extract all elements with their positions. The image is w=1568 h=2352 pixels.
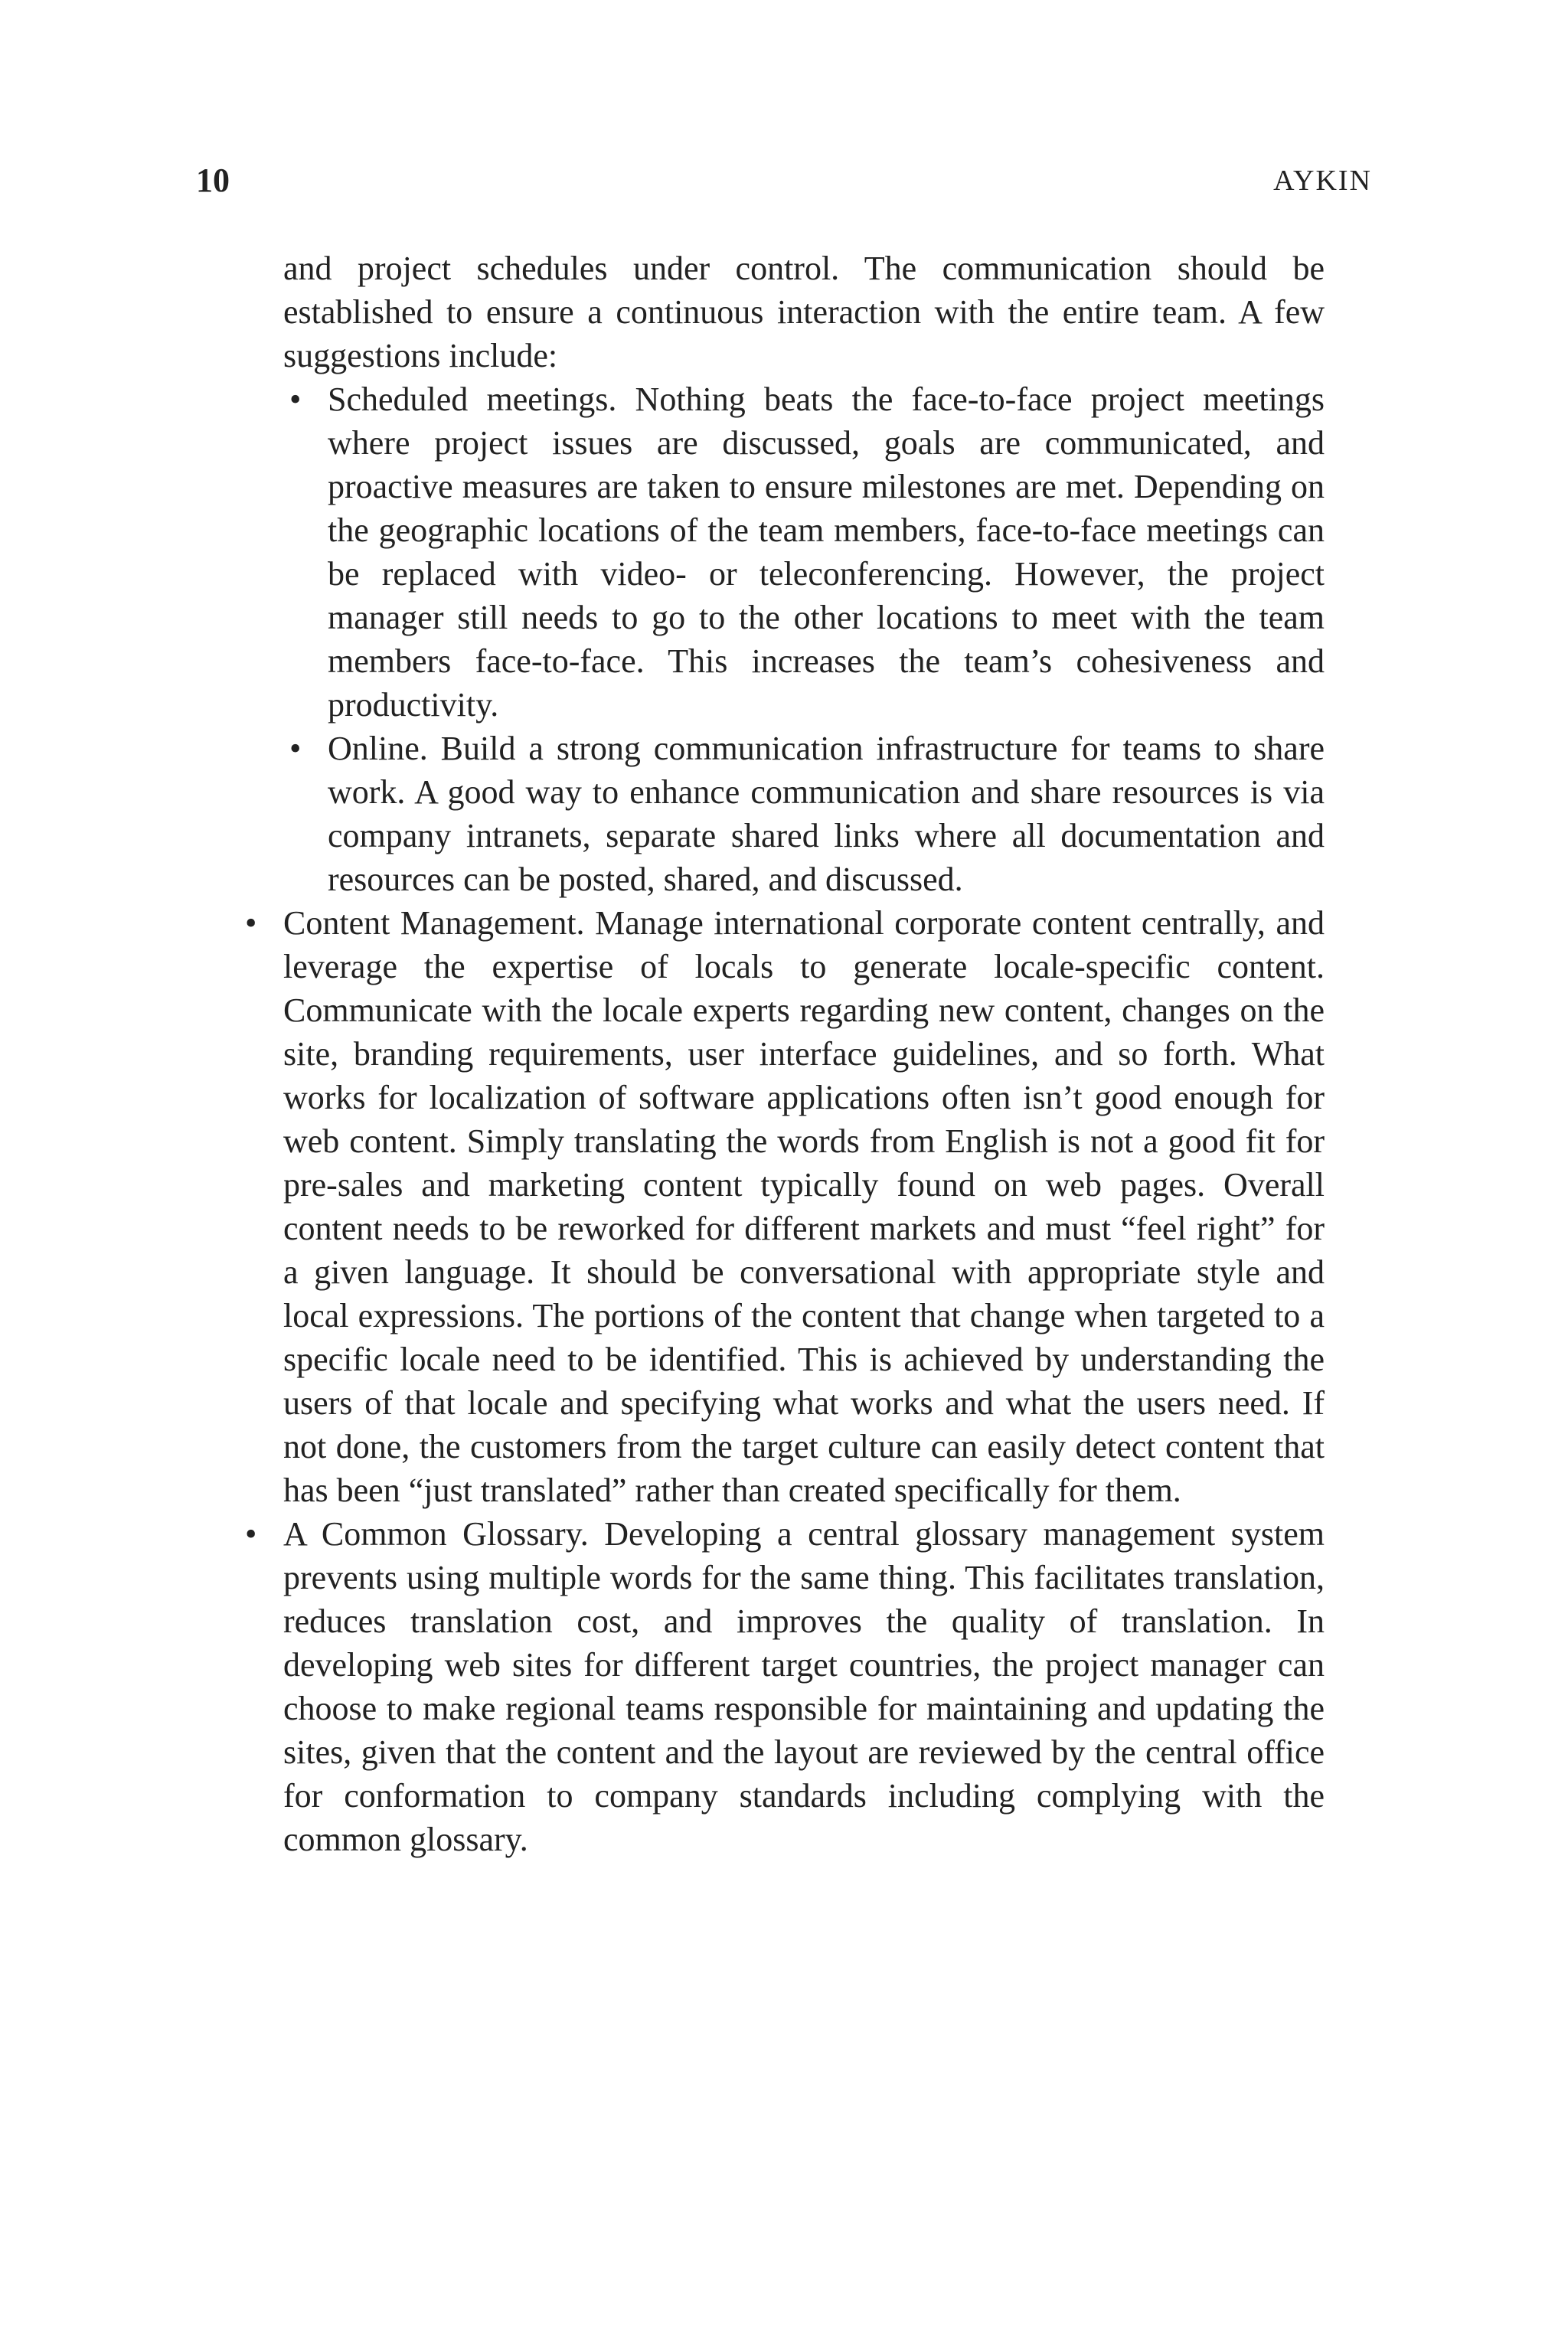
page-header (196, 161, 1372, 207)
intro-paragraph: and project schedules under control. The communication should be established to ensure a continuous interaction with the entire team. A few suggestions include: (283, 250, 1325, 374)
body-text (283, 247, 1325, 1861)
list-item-content-management: • Content Management. Manage international corporate content centrally, and leverage the expertise of locals to generate locale-specific content. Communicate with the locale experts regarding new content, changes on the site, branding requirements, user interface guidelines, and so forth. What works for localization of software applications often isn’t good enough for web content. Simply translating the words from English is not a good fit for pre-sales and marketing content typically found on web pages. Overall content needs to be reworked for different markets and must “feel right” for a given language. It should be conversational with appropriate style and local expressions. The portions of the content that change when targeted to a specific locale need to be identified. This is achieved by understanding the users of that locale and specifying what works and what the users need. If not done, the customers from the target culture can easily detect content that has been “just translated” rather than created specifically for them. (283, 901, 1325, 1512)
list-item-scheduled-meetings: • Scheduled meetings. Nothing beats the face-to-face project meetings where project issues are discussed, goals are communicated, and proactive measures are taken to ensure milestones are met. Depending on the geographic locations of the team members, face-to-face meetings can be replaced with video- or teleconferencing. However, the project manager still needs to go to the other locations to meet with the team members face-to-face. This increases the team’s cohesiveness and productivity. (328, 377, 1325, 727)
main-bullet-list (283, 901, 1325, 1861)
running-head: AYKIN (1273, 165, 1372, 197)
page-number: 10 (196, 162, 230, 199)
sub-bullet-list (328, 377, 1325, 901)
list-item-common-glossary: • A Common Glossary. Developing a central glossary management system prevents using multiple words for the same thing. This facilitates translation, reduces translation cost, and improves the quality of translation. In developing web sites for different target countries, the project manager can choose to make regional teams responsible for maintaining and updating the sites, given that the content and the layout are reviewed by the central office for conformation to company standards including complying with the common glossary. (283, 1512, 1325, 1861)
list-item-online: • Online. Build a strong communication infrastructure for teams to share work. A good way to enhance communication and share resources is via company intranets, separate shared links where all documentation and resources can be posted, shared, and discussed. (328, 727, 1325, 901)
